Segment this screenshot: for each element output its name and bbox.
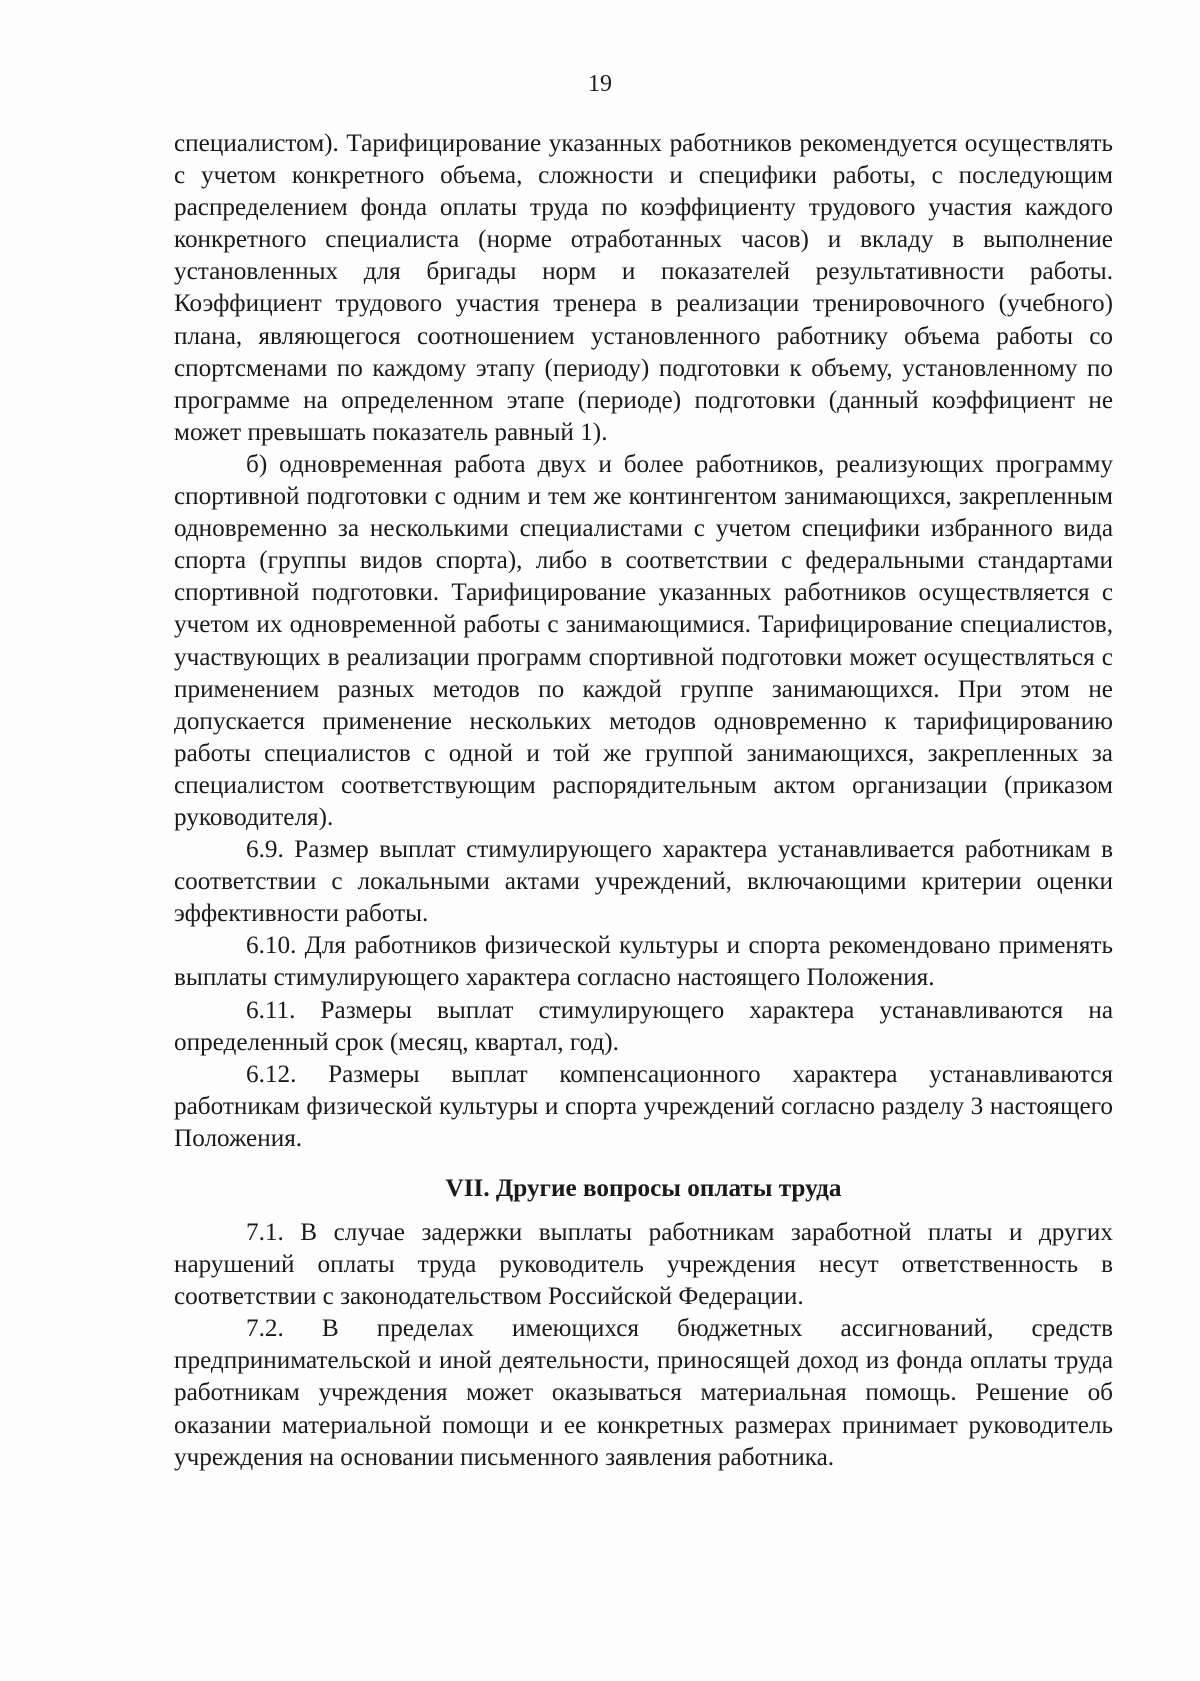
paragraph-6-9: 6.9. Размер выплат стимулирующего характера устанавливается работникам в соответствии с локальными актами учреждений, включающими критерии оценки эффективности работы.	[174, 836, 1113, 928]
paragraph-7-2: 7.2. В пределах имеющихся бюджетных ассигнований, средств предпринимательской и иной деятельности, приносящей доход из фонда оплаты труда работникам учреждения может оказываться материальная помощь. Решение об оказании материальной помощи и ее конкретных размерах принимает руководитель учреждения на основании письменного заявления работника.	[174, 1315, 1113, 1471]
paragraph-item-b: б) одновременная работа двух и более работников, реализующих программу спортивной подготовки с одним и тем же контингентом занимающихся, закрепленным одновременно за несколькими специалистами с учетом специфики избранного вида спорта (группы видов спорта), либо в соответствии с федеральными стандартами спортивной подготовки. Тарифицирование указанных работников осуществляется с учетом их одновременной работы с занимающимися. Тарифицирование специалистов, участвующих в реализации программ спортивной подготовки может осуществляться с применением разных методов по каждой группе занимающихся. При этом не допускается применение нескольких методов одновременно к тарифицированию работы специалистов с одной и той же группой занимающихся, закрепленных за специалистом соответствующим распорядительным актом организации (приказом руководителя).	[174, 450, 1113, 831]
paragraph-7-1: 7.1. В случае задержки выплаты работникам заработной платы и других нарушений оплаты труда руководитель учреждения несут ответственность в соответствии с законодательством Российской Федерации.	[174, 1219, 1113, 1311]
paragraph-6-12: 6.12. Размеры выплат компенсационного характера устанавливаются работникам физической культуры и спорта учреждений согласно разделу 3 настоящего Положения.	[174, 1060, 1113, 1152]
page-number: 19	[588, 71, 612, 97]
paragraph-continuation: специалистом). Тарифицирование указанных работников рекомендуется осуществлять с учетом конкретного объема, сложности и специфики работы, с последующим распределением фонда оплаты труда по коэффициенту трудового участия каждого конкретного специалиста (норме отработанных часов) и вкладу в выполнение установленных для бригады норм и показателей результативности работы. Коэффициент трудового участия тренера в реализации тренировочного (учебного) плана, являющегося соотношением установленного работнику объема работы со спортсменами по каждому этапу (периоду) подготовки к объему, установленному по программе на определенном этапе (периоде) подготовки (данный коэффициент не может превышать показатель равный 1).	[174, 130, 1113, 446]
paragraph-6-11: 6.11. Размеры выплат стимулирующего характера устанавливаются на определенный срок (месяц, квартал, год).	[174, 996, 1113, 1056]
paragraph-6-10: 6.10. Для работников физической культуры и спорта рекомендовано применять выплаты стимулирующего характера согласно настоящего Положения.	[174, 932, 1113, 992]
document-body	[174, 128, 1113, 1474]
section-heading: VII. Другие вопросы оплаты труда	[445, 1175, 842, 1202]
